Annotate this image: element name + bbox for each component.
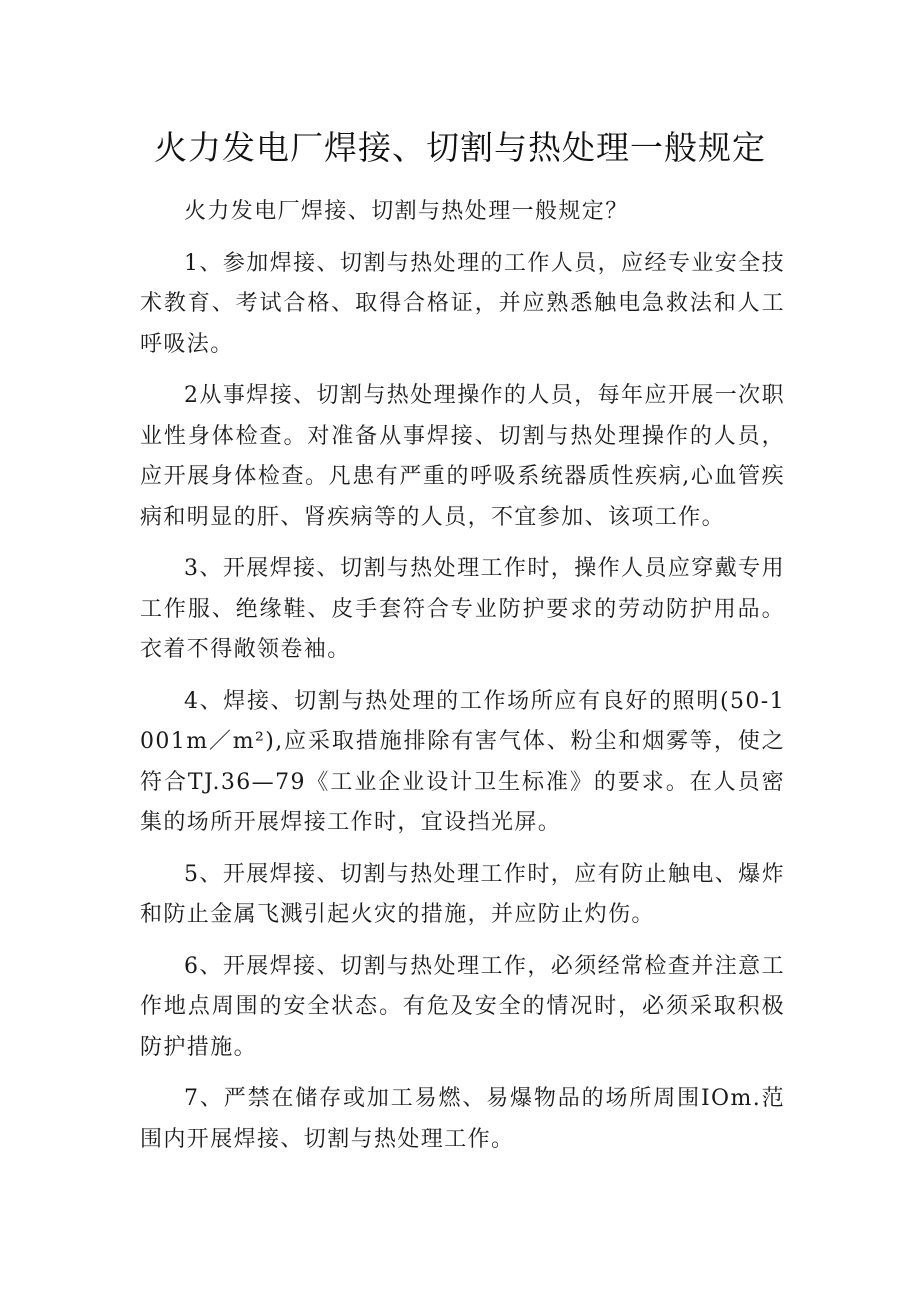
paragraph-intro: 火力发电厂焊接、切割与热处理一般规定？ bbox=[184, 199, 629, 224]
paragraph-2: 2从事焊接、切割与热处理操作的人员，每年应开展一次职业性身体检查。对准备从事焊接、切割与热处理操作的人员，应开展身体检查。凡患有严重的呼吸系统器质性疾病,心血管疾病和明显的肝、肾疾病等的人员，不宜参加、该项工作。 bbox=[140, 383, 785, 530]
paragraph-4: 4、焊接、切割与热处理的工作场所应有良好的照明(50-1001m／m²),应采取措施排除有害气体、粉尘和烟雾等，使之符合TJ.36—79《工业企业设计卫生标准》的要求。在人员密集的场所开展焊接工作时，宜设挡光屏。 bbox=[140, 688, 785, 835]
paragraph-3: 3、开展焊接、切割与热处理工作时，操作人员应穿戴专用工作服、绝缘鞋、皮手套符合专业防护要求的劳动防护用品。衣着不得敞领卷袖。 bbox=[140, 556, 785, 662]
document-body bbox=[140, 192, 785, 1171]
paragraph-5: 5、开展焊接、切割与热处理工作时，应有防止触电、爆炸和防止金属飞溅引起火灾的措施，并应防止灼伤。 bbox=[140, 861, 785, 927]
paragraph-1: 1、参加焊接、切割与热处理的工作人员，应经专业安全技术教育、考试合格、取得合格证，并应熟悉触电急救法和人工呼吸法。 bbox=[140, 250, 785, 357]
paragraph-6: 6、开展焊接、切割与热处理工作，必须经常检查并注意工作地点周围的安全状态。有危及安全的情况时，必须采取积极防护措施。 bbox=[140, 953, 785, 1060]
paragraph-7: 7、严禁在储存或加工易燃、易爆物品的场所周围IOm.范围内开展焊接、切割与热处理工作。 bbox=[140, 1086, 785, 1152]
document-title: 火力发电厂焊接、切割与热处理一般规定 bbox=[154, 128, 766, 167]
